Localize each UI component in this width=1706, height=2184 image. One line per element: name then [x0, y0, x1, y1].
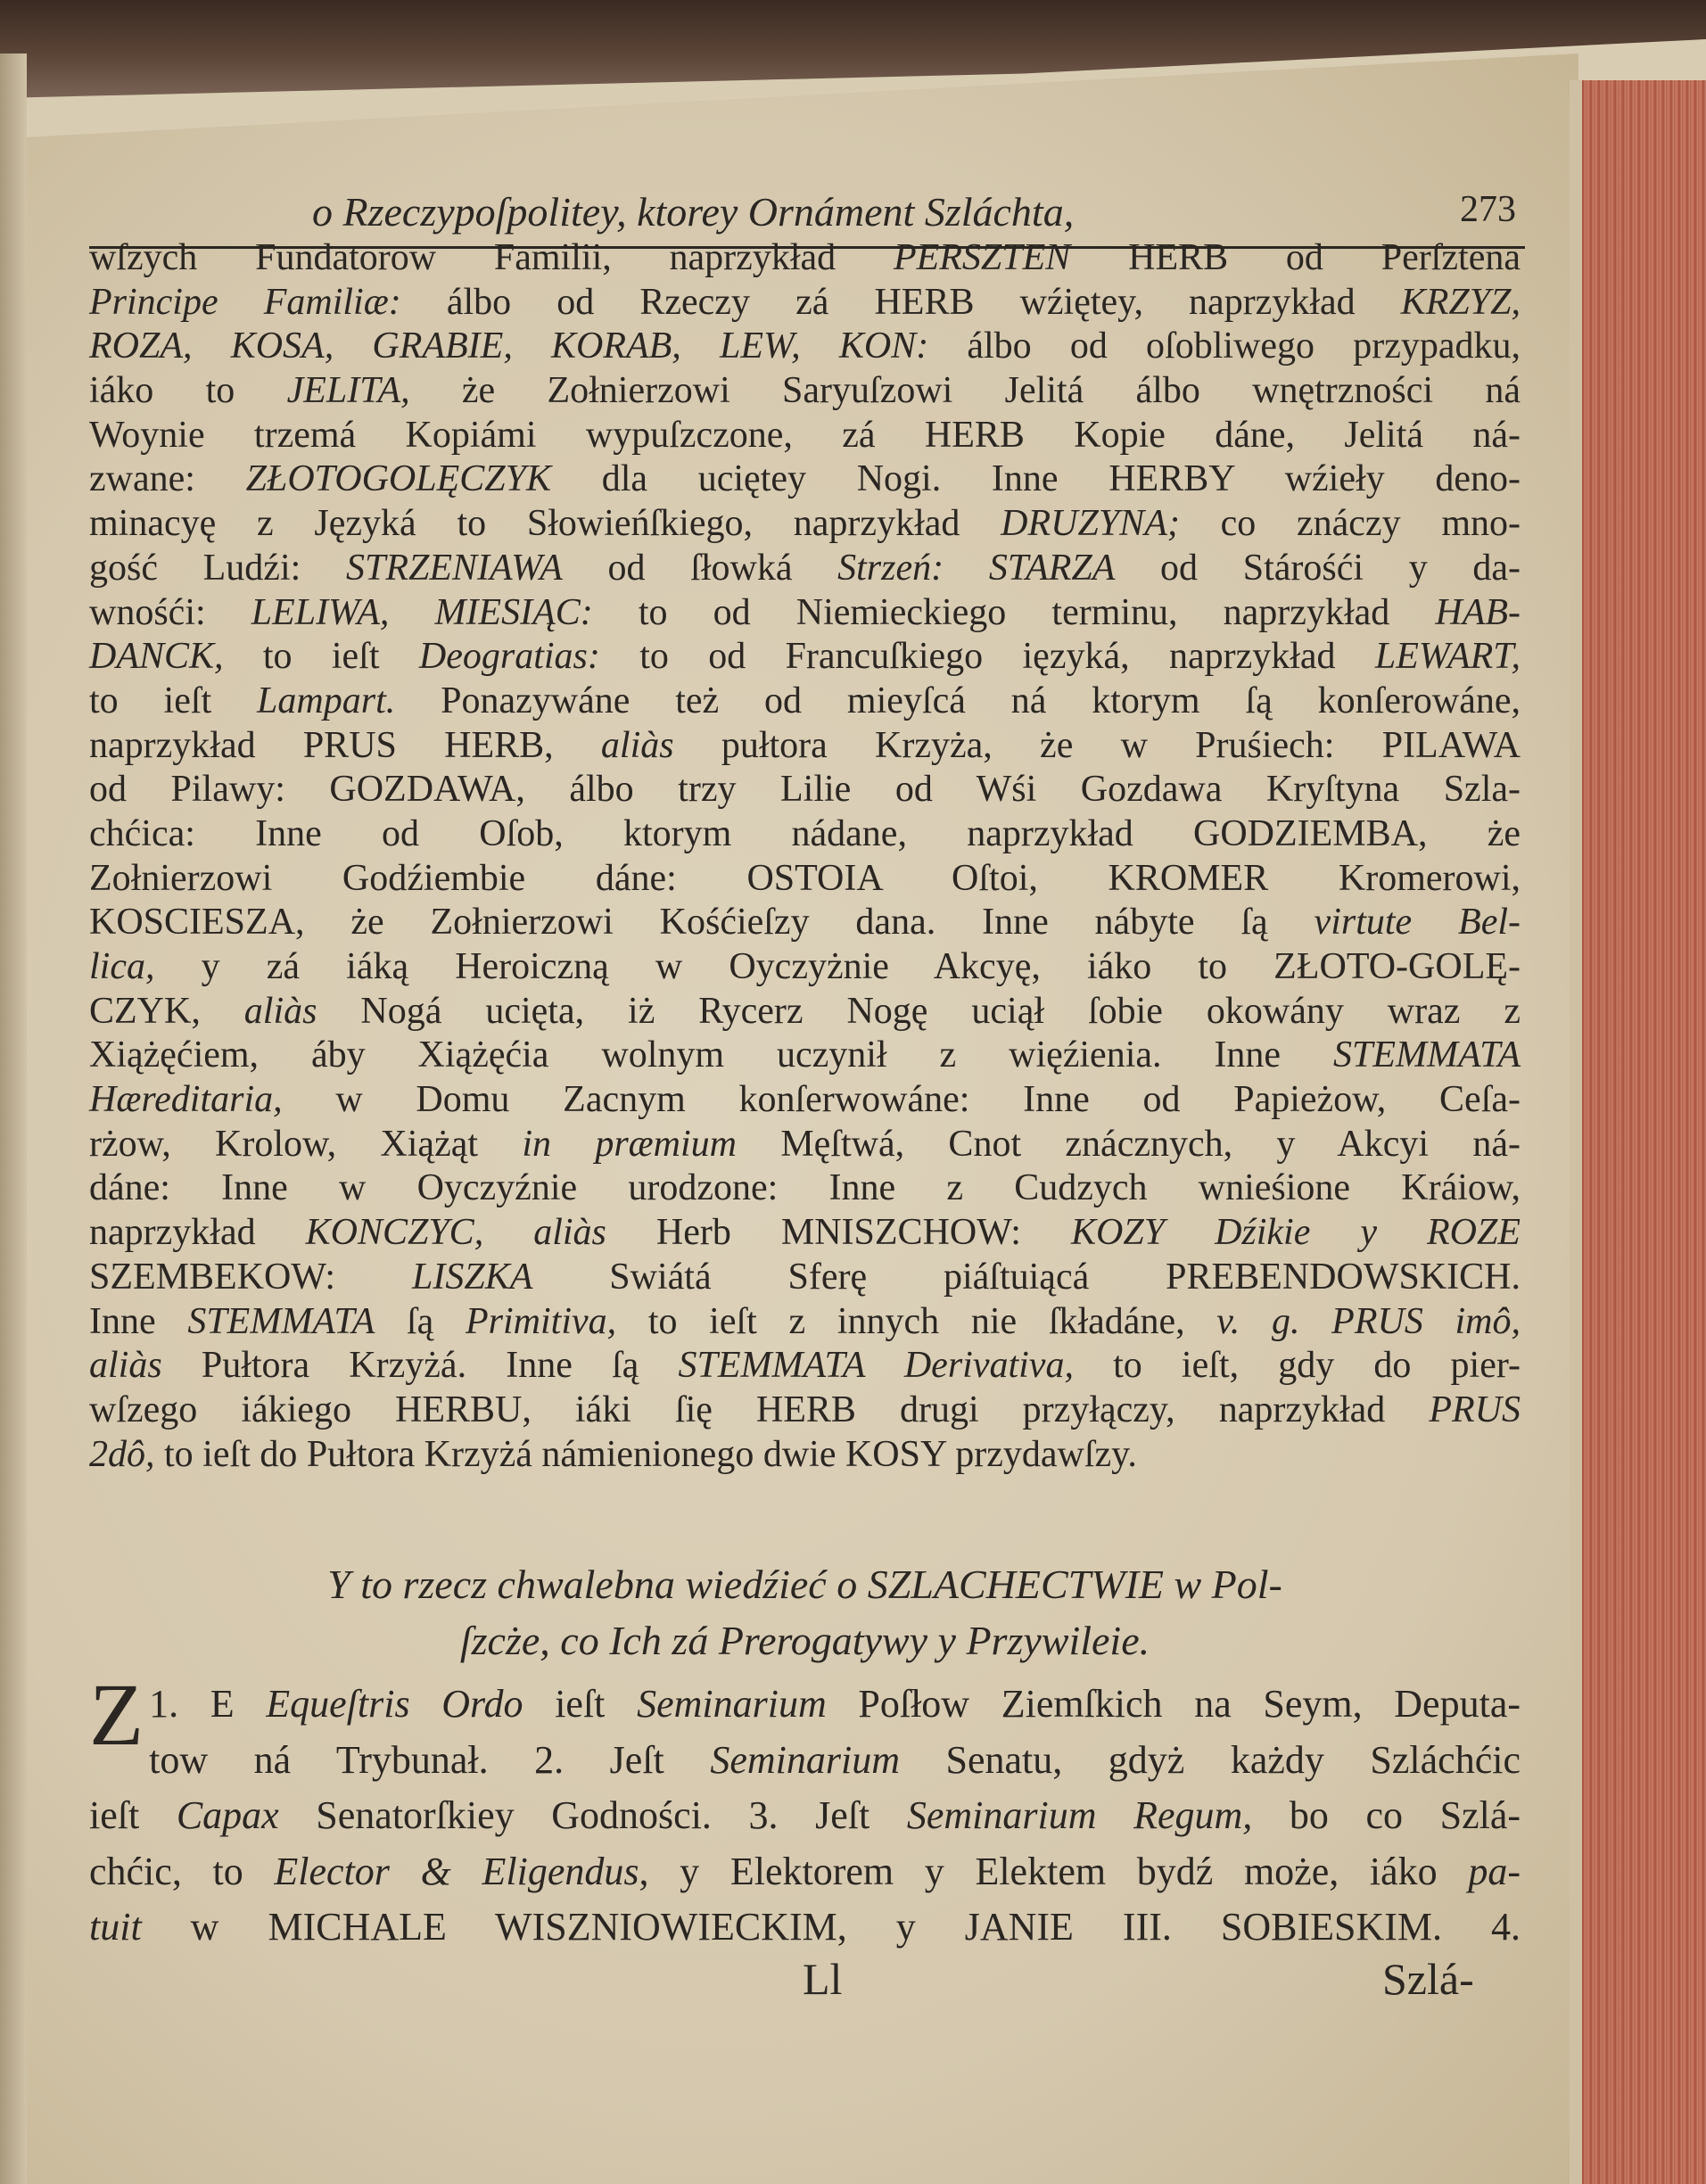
italic-text: LEWART,: [1374, 636, 1521, 678]
italic-text: aliàs: [243, 990, 317, 1032]
text-line: [89, 945, 1521, 990]
text-line: [89, 1733, 1521, 1789]
text-segment: [483, 1212, 533, 1253]
italic-text: KOZY Dźikie y ROZE: [1071, 1212, 1521, 1254]
text-segment: to ieſt z innych nie ſkładáne,: [616, 1300, 1217, 1342]
text-segment: Pułtora Krzyżá. Inne ſą: [161, 1345, 679, 1387]
catchword: Szlá-: [1382, 1954, 1474, 2004]
italic-text: Capax: [176, 1793, 279, 1837]
italic-text: LISZKA: [412, 1256, 533, 1298]
text-segment: to od Niemieckiego terminu, naprzykład: [592, 591, 1436, 633]
text-segment: wſzego iákiego HERBU, iáki ſię HERB drugi przyłączy, naprzykład: [89, 1389, 1430, 1430]
text-segment: od Pilawy: GOZDAWA, álbo trzy Lilie od Wśi Gozdawa Kryſtyna Szla-: [89, 769, 1521, 811]
text-segment: chćic, to: [89, 1849, 275, 1893]
text-segment: dla uciętey Nogi. Inne HERBY wźieły deno-: [551, 458, 1521, 500]
section-heading: [89, 1556, 1521, 1669]
text-segment: ieſt: [523, 1682, 638, 1726]
text-segment: od Stárośći y da-: [1115, 547, 1521, 589]
italic-text: KONCZYC,: [305, 1212, 484, 1254]
text-line: [89, 901, 1521, 945]
italic-text: Seminarium: [710, 1737, 900, 1782]
italic-text: Elector & Eligendus: [274, 1849, 639, 1893]
italic-text: v. g. PRUS imô,: [1216, 1300, 1521, 1342]
text-line: [89, 1612, 1521, 1669]
text-segment: naprzykład PRUS HERB,: [89, 724, 601, 766]
italic-text: DANCK,: [89, 636, 224, 678]
text-line: [89, 281, 1521, 326]
italic-text: DRUZYNA;: [1001, 503, 1180, 545]
text-segment: że Zołnierzowi Saryuſzowi Jelitá álbo wnętrzności ná: [409, 370, 1521, 412]
text-segment: to ieſt: [89, 680, 258, 721]
text-segment: Inne: [89, 1300, 188, 1342]
text-segment: Senatorſkiey Godności. 3. Jeſt: [278, 1793, 907, 1837]
text-line: [89, 857, 1521, 902]
text-segment: KOSCIESZA, że Zołnierzowi Kośćieſzy dana. Inne nábyte ſą: [89, 902, 1315, 944]
italic-text: LELIWA, MIESIĄC:: [251, 591, 593, 633]
text-segment: Woynie trzemá Kopiámi wypuſzczone, zá HERB Kopie dáne, Jelitá ná-: [89, 414, 1521, 456]
text-segment: co znáczy mno-: [1179, 503, 1521, 545]
numbered-paragraph: [89, 1665, 1521, 1956]
italic-text: virtute Bel-: [1314, 902, 1521, 944]
page-number: 273: [1460, 189, 1516, 230]
text-segment: Herb MNISZCHOW:: [606, 1212, 1071, 1254]
italic-text: ROZA, KOSA, GRABIE, KORAB, LEW, KON:: [89, 326, 929, 367]
text-line: [89, 990, 1521, 1034]
text-line: [89, 724, 1521, 769]
text-line: [89, 1900, 1521, 1956]
text-line: [89, 1078, 1521, 1123]
text-line: [89, 369, 1521, 414]
text-segment: y zá iáką Heroiczną w Oyczyżnie Akcyę, iáko to ZŁOTO-GOLĘ-: [154, 946, 1521, 987]
text-segment: Y to rzecz chwalebna wiedźieć o SZLACHECTWIE w Pol-: [327, 1562, 1282, 1607]
signature-mark: Ll: [803, 1954, 843, 2004]
text-segment: wſzych Fundatorow Familii, naprzykład: [89, 237, 894, 278]
italic-text: STEMMATA Derivativa,: [678, 1345, 1074, 1387]
text-line: [89, 635, 1521, 680]
text-segment: zwane:: [89, 458, 246, 500]
text-segment: Zołnierzowi Godźiembie dáne: OSTOIA Oſtoi, KROMER Kromerowi,: [89, 857, 1521, 899]
text-line: [89, 1677, 1521, 1733]
text-segment: Poſłow Ziemſkich na Seym, Deputa-: [826, 1682, 1521, 1726]
italic-text: Seminarium: [637, 1682, 827, 1726]
page-fore-edge: [1570, 80, 1706, 2184]
text-line: [89, 325, 1521, 369]
italic-text: PERSZTEN: [893, 237, 1071, 278]
text-segment: to ieſt, gdy do pier-: [1073, 1345, 1521, 1387]
text-segment: Senatu, gdyż każdy Szláchćic: [899, 1737, 1521, 1782]
text-line: [89, 1389, 1521, 1433]
text-segment: SZEMBEKOW:: [89, 1256, 412, 1298]
item-number: 1.: [149, 1682, 210, 1726]
text-segment: to ieſt do Pułtora Krzyżá námienionego dwie KOSY przydawſzy.: [154, 1433, 1137, 1475]
text-segment: to od Francuſkiego ięzyká, naprzykład: [599, 636, 1375, 678]
text-segment: [944, 548, 989, 589]
italic-text: STRZENIAWA: [345, 547, 563, 589]
text-segment: dáne: Inne w Oyczyźnie urodzone: Inne z Cudzych wnieśione Kráiow,: [89, 1167, 1521, 1209]
running-title: o Rzeczypoſpolitey, ktorey Ornáment Szláchta,: [312, 189, 1075, 235]
italic-text: Deogratias:: [418, 636, 600, 678]
italic-text: lica,: [89, 946, 155, 987]
text-line: [89, 236, 1521, 281]
text-line: [89, 768, 1521, 812]
text-segment: HERB od Perſztena: [1070, 237, 1521, 278]
text-segment: to ieſt: [223, 636, 419, 678]
text-segment: gość Ludźi:: [89, 547, 346, 589]
italic-text: aliàs: [533, 1212, 606, 1254]
text-segment: w MICHALE WISZNIOWIECKIM, y JANIE III. SOBIESKIM. 4.: [141, 1905, 1521, 1949]
italic-text: STEMMATA: [187, 1300, 375, 1342]
text-segment: Nogá ucięta, iż Rycerz Nogę uciął ſobie okowány wraz z: [317, 990, 1521, 1032]
italic-text: JELITA,: [286, 370, 410, 412]
text-line: [89, 1788, 1521, 1844]
text-line: [89, 547, 1521, 591]
text-segment: Ponazywáne też od mieyſcá ná ktorym ſą konſerowáne,: [395, 680, 1521, 721]
italic-text: Lampart.: [257, 680, 396, 721]
text-line: [89, 1844, 1521, 1900]
italic-text: STEMMATA: [1333, 1034, 1521, 1076]
text-segment: E: [210, 1682, 267, 1726]
italic-text: in præmium: [522, 1123, 738, 1165]
italic-text: tuit: [89, 1905, 142, 1949]
text-line: [89, 1256, 1521, 1300]
text-segment: rżow, Krolow, Xiążąt: [89, 1123, 523, 1165]
body-text: [89, 236, 1521, 1477]
italic-text: Principe Familiæ:: [89, 281, 401, 323]
text-segment: ieſt: [89, 1793, 177, 1837]
text-segment: Xiążęćiem, áby Xiążęćia wolnym uczynił z więźienia. Inne: [89, 1034, 1334, 1076]
text-line: [89, 1344, 1521, 1389]
text-segment: w Domu Zacnym konſerwowáne: Inne od Papieżow, Ceſa-: [282, 1079, 1521, 1121]
text-line: [89, 457, 1521, 502]
italic-text: STARZA: [988, 547, 1116, 589]
italic-text: Hæreditaria,: [89, 1079, 283, 1121]
text-segment: tow ná Trybunał. 2. Jeſt: [149, 1737, 711, 1782]
italic-text: KRZYZ,: [1400, 281, 1521, 323]
text-segment: CZYK,: [89, 990, 244, 1032]
text-segment: iáko to: [89, 370, 287, 412]
text-segment: bo co Szlá-: [1252, 1793, 1521, 1837]
text-line: [89, 1123, 1521, 1167]
text-segment: Męſtwá, Cnot znácznych, y Akcyi ná-: [737, 1123, 1521, 1165]
text-line: [89, 680, 1521, 724]
italic-text: Seminarium Regum,: [906, 1793, 1253, 1837]
text-line: [89, 1211, 1521, 1256]
text-line: [89, 1433, 1521, 1478]
italic-text: 2dô,: [89, 1433, 155, 1475]
text-line: [89, 1300, 1521, 1345]
text-segment: pułtora Krzyża, że w Pruśiech: PILAWA: [673, 724, 1521, 766]
text-segment: álbo od oſobliwego przypadku,: [928, 326, 1521, 367]
italic-text: aliàs: [600, 724, 674, 766]
text-segment: , y Elektorem y Elektem bydź może, iáko: [639, 1849, 1469, 1893]
text-line: [89, 414, 1521, 458]
italic-text: aliàs: [89, 1345, 162, 1387]
text-line: [89, 591, 1521, 636]
text-line: [89, 1034, 1521, 1078]
page-gutter: [0, 54, 27, 2184]
text-segment: chćica: Inne od Oſob, ktorym nádane, naprzykład GODZIEMBA, że: [89, 812, 1521, 854]
text-segment: Swiátá Sferę piáſtuiącá PREBENDOWSKICH.: [532, 1256, 1521, 1298]
italic-text: Primitiva,: [465, 1300, 617, 1342]
text-segment: álbo od Rzeczy zá HERB wźiętey, naprzykład: [400, 281, 1401, 323]
italic-text: Strzeń:: [837, 547, 944, 589]
text-line: [89, 1166, 1521, 1211]
text-segment: od ſłowká: [562, 547, 838, 589]
italic-text: Equeſtris Ordo: [266, 1682, 523, 1726]
text-segment: wnośći:: [89, 591, 251, 633]
italic-text: HAB-: [1435, 591, 1521, 633]
text-segment: ſzcże, co Ich zá Prerogatywy y Przywileie.: [459, 1618, 1150, 1663]
italic-text: PRUS: [1429, 1389, 1521, 1430]
text-line: [89, 1556, 1521, 1612]
text-line: [89, 812, 1521, 857]
text-segment: minacyę z Języká to Słowieńſkiego, naprzykład: [89, 503, 1001, 545]
drop-cap: Z: [89, 1665, 144, 1764]
italic-text: pa-: [1468, 1849, 1521, 1893]
italic-text: ZŁOTOGOLĘCZYK: [245, 458, 552, 500]
text-segment: naprzykład: [89, 1212, 306, 1254]
text-line: [89, 502, 1521, 547]
text-segment: ſą: [375, 1300, 466, 1342]
